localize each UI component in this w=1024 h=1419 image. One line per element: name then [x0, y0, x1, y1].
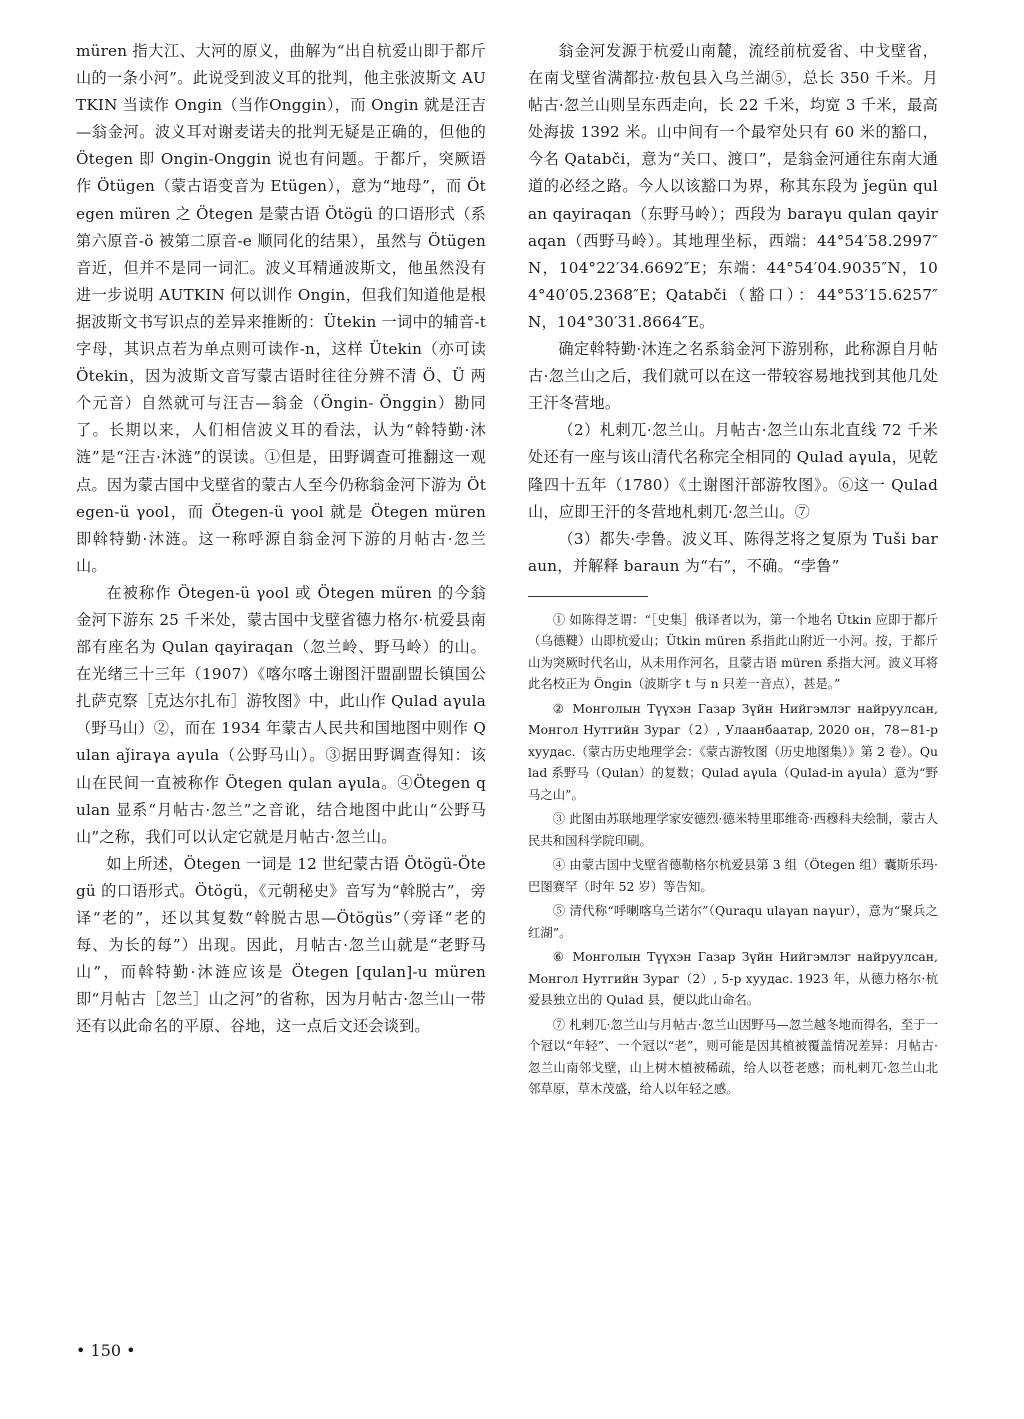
footnote: ⑤ 清代称“呼喇喀乌兰诺尔”（Quraqu ulaγan naγur），意为“聚兵之红湖”。 [528, 903, 938, 940]
right-column [528, 38, 938, 1103]
body-paragraph: 翁金河发源于杭爱山南麓，流经前杭爱省、中戈壁省，在南戈壁省满都拉·敖包县入乌兰湖⑤，总长 350 千米。月帖古·忽兰山则呈东西走向，长 22 千米，均宽 3 千米，最高处海拔 1392 米。山中间有一个最窄处只有 60 米的豁口，今名 Qatabči，意为“关口、渡口”，是翁金河通往东南大通道的必经之路。今人以该豁口为界，称其东段为 ǰegün qulan qayiraqan（东野马岭）；西段为 baraγu qulan qayiraqan（西野马岭）。其地理坐标，西端：44°54′58.2997″N，104°22′34.6692″E；东端：44°54′04.9035″N，104°40′05.2368″E；Qatabči（豁口）：44°53′15.6257″N，104°30′31.8664″E。 [528, 42, 938, 331]
footnote: ⑦ 札剌兀·忽兰山与月帖古·忽兰山因野马—忽兰越冬地而得名，至于一个冠以“年轻”、一个冠以“老”，则可能是因其植被覆盖情况差异：月帖古·忽兰山南邻戈壁，山上树木植被稀疏，给人以苍老感；而札剌兀·忽兰山北邻草原，草木茂盛，给人以年轻之感。 [528, 1016, 938, 1097]
footnote: ④ 由蒙古国中戈壁省德勒格尔杭爱县第 3 组（Ötegen 组）囊斯乐玛·巴图赛罕（时年 52 岁）等告知。 [528, 857, 938, 894]
footnote: ② Монголын Түүхэн Газар Зүйн Нийгэмлэг найруулсан, Монгол Нутгийн Зураг（2）, Улаанбаатар, 2020 он，78−81-р хуудас.（蒙古历史地理学会：《蒙古游牧图（历史地图集）》第 2 卷）。Qulad 系野马（Qulan）的复数；Qulad aγula（Qulad-in aγula）意为“野马之山”。 [528, 700, 938, 802]
body-paragraph: （2）札剌兀·忽兰山。月帖古·忽兰山东北直线 72 千米处还有一座与该山清代名称完全相同的 Qulad aγula，见乾隆四十五年（1780）《土谢图汗部游牧图》。⑥这一 Qulad 山，应即王汗的冬营地札剌兀·忽兰山。⑦ [528, 421, 938, 521]
footnote: ③ 此图由苏联地理学家安德烈·德米特里耶维奇·西穆科夫绘制，蒙古人民共和国科学院印刷。 [528, 811, 938, 848]
page-number: • 150 • [76, 1341, 136, 1360]
footnote: ⑥ Монголын Түүхэн Газар Зүйн Нийгэмлэг найруулсан, Монгол Нутгийн Зураг（2）, 5-р хуудас. 1923 年，从德力格尔·杭爱县独立出的 Qulad 县，便以此山命名。 [528, 949, 938, 1008]
footnote-separator [528, 596, 648, 597]
body-paragraph: 如上所述，Ötegen 一词是 12 世纪蒙古语 Ötögü-Ötegü 的口语形式。Ötögü，《元朝秘史》音写为“斡脱古”，旁译“老的”，还以其复数“斡脱古思—Ötögüs”（旁译“老的每、为长的每”）出现。因此，月帖古·忽兰山就是“老野马山”，而斡特勤·沐涟应该是 Ötegen [qulan]-u müren 即“月帖古［忽兰］山之河”的省称，因为月帖古·忽兰山一带还有以此命名的平原、谷地，这一点后文还会谈到。 [76, 854, 486, 1036]
body-paragraph: 在被称作 Ötegen-ü γool 或 Ötegen müren 的今翁金河下游东 25 千米处，蒙古国中戈壁省德力格尔·杭爱县南部有座名为 Qulan qayiraqan（忽兰岭、野马岭）的山。在光绪三十三年（1907）《喀尔喀土谢图汗盟副盟长镇国公扎萨克察［克达尔扎布］游牧图》中，此山作 Qulad aγula（野马山）②，而在 1934 年蒙古人民共和国地图中则作 Qulan aǰiraγa aγula（公野马山）。③据田野调查得知：该山在民间一直被称作 Ötegen qulan aγula。④Ötegen qulan 显系“月帖古·忽兰”之音讹，结合地图中此山“公野马山”之称，我们可以认定它就是月帖古·忽兰山。 [76, 583, 486, 846]
footnote: ① 如陈得芝谓：“［史集］俄译者以为，第一个地名 Ütkin 应即于都斤（乌德鞬）山即杭爱山；Ütkin müren 系指此山附近一小河。按，于都斤山为突厥时代名山，从未用作河名，且蒙古语 müren 系指大河。波义耳将此名校正为 Öngin（波斯字 t 与 n 只差一音点），甚是。” [528, 611, 938, 692]
body-paragraph: （3）都失·孛鲁。波义耳、陈得芝将之复原为 Tuši baraun，并解释 baraun 为“右”，不确。“孛鲁” [528, 529, 938, 575]
body-paragraph: müren 指大江、大河的原义，曲解为“出自杭爱山即于都斤山的一条小河”。此说受到波义耳的批判，他主张波斯文 AUTKIN 当读作 Ongin（当作Onggin），而 Ongin 就是汪吉—翁金河。波义耳对谢麦诺夫的批判无疑是正确的，但他的 Ötegen 即 Ongin-Onggin 说也有问题。于都斤，突厥语作 Ötügen（蒙古语变音为 Etügen），意为“地母”，而 Ötegen müren 之 Ötegen 是蒙古语 Ötögü 的口语形式（系第六原音-ö 被第二原音-e 顺同化的结果），虽然与 Ötügen 音近，但并不是同一词汇。波义耳精通波斯文，他虽然没有进一步说明 AUTKIN 何以训作 Ongin，但我们知道他是根据波斯文书写识点的差异来推断的：Ütekin 一词中的辅音-t 字母，其识点若为单点则可读作-n，这样 Ütekin（亦可读 Ötekin，因为波斯文音写蒙古语时往往分辨不清 Ö、Ü 两个元音）自然就可与汪吉—翁金（Öngin- Önggin）勘同了。长期以来，人们相信波义耳的看法，认为“斡特勤·沐涟”是“汪吉·沐涟”的误读。①但是，田野调查可推翻这一观点。因为蒙古国中戈壁省的蒙古人至今仍称翁金河下游为 Ötegen-ü γool，而 Ötegen-ü γool 就是 Ötegen müren 即斡特勤·沐涟。这一称呼源自翁金河下游的月帖古·忽兰山。 [76, 42, 486, 575]
left-column [76, 38, 486, 1040]
body-paragraph: 确定斡特勤·沐连之名系翁金河下游别称，此称源自月帖古·忽兰山之后，我们就可以在这一带较容易地找到其他几处王汗冬营地。 [528, 340, 938, 413]
